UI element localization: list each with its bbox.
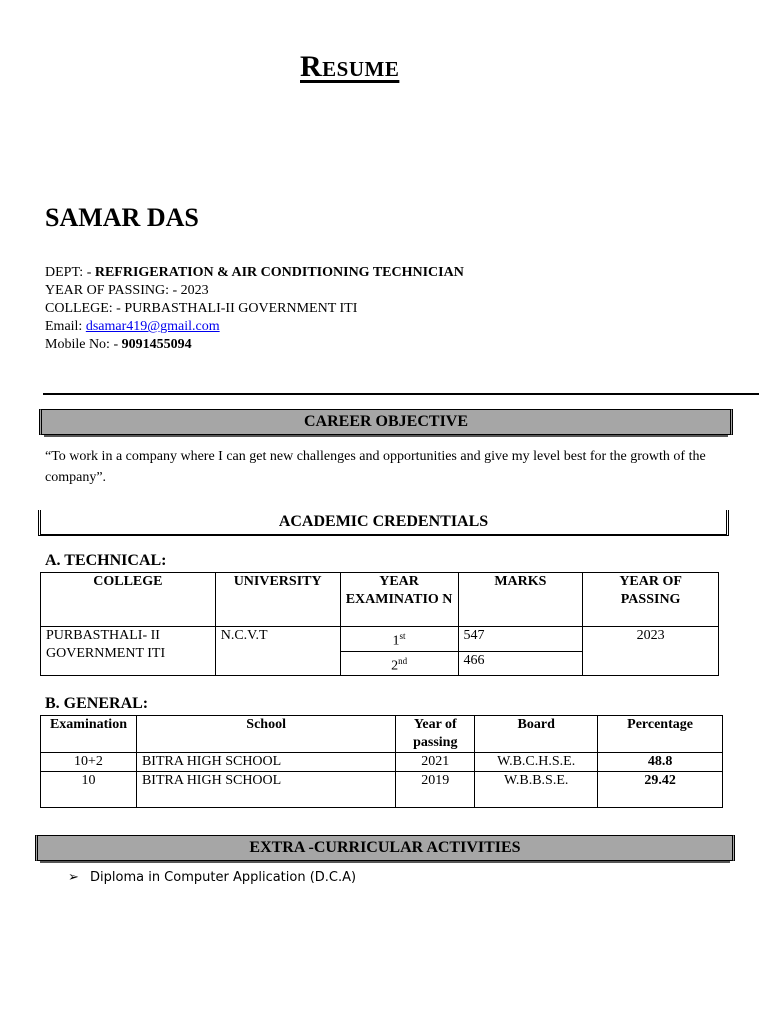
cell-school: BITRA HIGH SCHOOL (136, 772, 395, 808)
objective-text: “To work in a company where I can get new challenges and opportunities and give my level best for the growth of the company”. (45, 449, 706, 485)
college-line: COLLEGE: - PURBASTHALI-II GOVERNMENT ITI (45, 301, 358, 316)
cell-year-2 (340, 651, 458, 676)
header-college: COLLEGE (41, 573, 216, 627)
cell-percentage: 48.8 (598, 753, 723, 772)
year-2-suffix: nd (398, 655, 408, 666)
table-row (41, 627, 719, 652)
dept-line (45, 264, 464, 282)
cell-year-1 (340, 627, 458, 652)
section-academic-credentials: ACADEMIC CREDENTIALS (38, 510, 729, 536)
general-table (40, 715, 723, 808)
arrow-bullet-icon: ➢ (68, 870, 79, 885)
cell-passing: 2023 (583, 627, 719, 676)
header-marks: MARKS (458, 573, 583, 627)
mobile-value: 9091455094 (121, 337, 192, 352)
cell-year: 2021 (396, 753, 475, 772)
year-1-suffix: st (399, 631, 406, 641)
table-row (41, 772, 723, 808)
cell-year: 2019 (396, 772, 475, 808)
table-header-row (41, 573, 719, 627)
cell-examination: 10+2 (41, 753, 137, 772)
section-extra-curricular: EXTRA -CURRICULAR ACTIVITIES (35, 835, 735, 861)
header-examination: Examination (41, 716, 137, 753)
candidate-name: SAMAR DAS (45, 203, 199, 232)
header-university: UNIVERSITY (215, 573, 340, 627)
cell-examination: 10 (41, 772, 137, 808)
header-year-examination: YEAR EXAMINATIO N (340, 573, 458, 627)
cell-school: BITRA HIGH SCHOOL (136, 753, 395, 772)
dept-value: REFRIGERATION & AIR CONDITIONING TECHNICIAN (94, 265, 464, 280)
cell-percentage: 29.42 (598, 772, 723, 808)
general-heading: B. GENERAL: (45, 695, 149, 712)
technical-table (40, 572, 719, 676)
dept-label: DEPT: - (45, 265, 95, 280)
header-year-of-passing: YEAR OF PASSING (583, 573, 719, 627)
cell-board: W.B.C.H.S.E. (475, 753, 598, 772)
cell-marks-2: 466 (458, 651, 583, 676)
technical-heading: A. TECHNICAL: (45, 552, 167, 569)
table-header-row (41, 716, 723, 753)
cell-board: W.B.B.S.E. (475, 772, 598, 808)
email-line (45, 318, 220, 336)
header-board: Board (475, 716, 598, 753)
header-percentage: Percentage (598, 716, 723, 753)
header-year-of-passing: Year of passing (396, 716, 475, 753)
resume-title: Resume (300, 50, 400, 83)
mobile-label: Mobile No: - (45, 337, 122, 352)
cell-college: PURBASTHALI- II GOVERNMENT ITI (41, 627, 216, 676)
horizontal-divider (43, 393, 759, 395)
list-item (68, 870, 356, 885)
cell-marks-1: 547 (458, 627, 583, 652)
email-label: Email: (45, 319, 86, 334)
cell-university: N.C.V.T (215, 627, 340, 676)
email-link[interactable]: dsamar419@gmail.com (85, 319, 220, 334)
mobile-line (45, 336, 192, 354)
activity-text: Diploma in Computer Application (D.C.A) (90, 870, 357, 885)
table-row (41, 753, 723, 772)
section-career-objective: CAREER OBJECTIVE (39, 409, 733, 435)
year-1-number: 1 (392, 633, 400, 649)
header-school: School (136, 716, 395, 753)
year-line: YEAR OF PASSING: - 2023 (45, 283, 209, 298)
year-2-number: 2 (391, 658, 399, 674)
